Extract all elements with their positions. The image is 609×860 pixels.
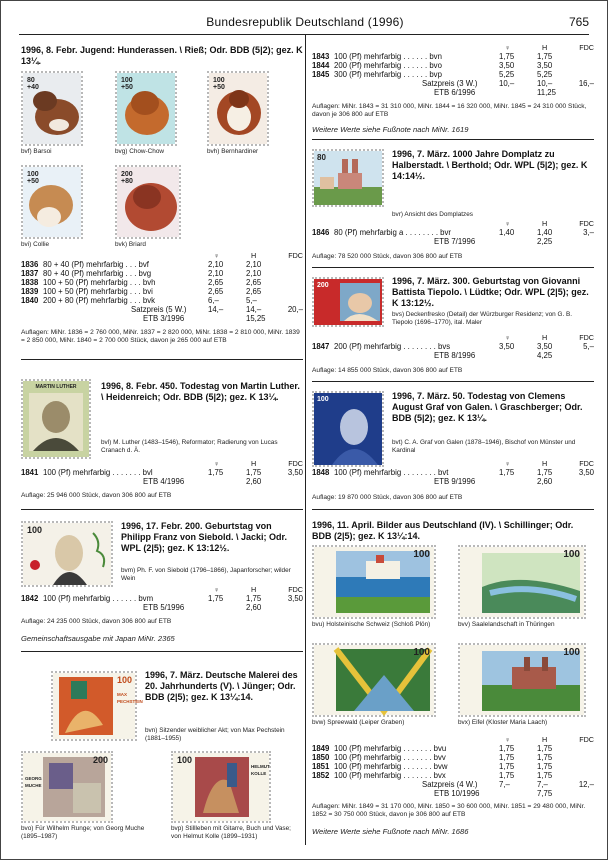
col-used: ♀	[214, 251, 220, 260]
edition-note: Auflage: 78 520 000 Stück, davon 306 800 auf ETB	[312, 253, 463, 260]
stamp-bvt: 100	[312, 391, 384, 467]
stamp-caption: bvm) Ph. F. von Siebold (1796–1866), Japanforscher; wilder Wein	[121, 567, 291, 582]
header-rule	[19, 34, 589, 35]
section-rule	[312, 267, 594, 268]
section-rule	[21, 359, 303, 360]
price-column-headers: ♀ H FDC	[505, 219, 594, 228]
page-title: Bundesrepublik Deutschland (1996)	[206, 15, 404, 29]
table-row: 1845 300 (Pf) mehrfarbig . . . . . . bvp 5,25 5,25	[312, 70, 553, 79]
section-heading-tiepolo: 1996, 7. März. 300. Geburtstag von Giovanni Battista Tiepolo. \ Lüdtke; Odr. WPL (2|5); gez. K 13:12½.	[392, 276, 589, 308]
stamp-caption: bvg) Chow-Chow	[115, 148, 165, 155]
stamp-caption: bvx) Eifel (Kloster Maria Laach)	[458, 719, 548, 726]
table-row: 1849 100 (Pf) mehrfarbig . . . . . . . bvu 1,75 1,75	[312, 744, 553, 753]
table-row: 1846 80 (Pf) mehrfarbig a . . . . . . . . bvr 1,40 1,40 3,–	[312, 228, 594, 237]
table-row: 1850 100 (Pf) mehrfarbig . . . . . . . bvv 1,75 1,75	[312, 753, 553, 762]
table-row: 1838 100 + 50 (Pf) mehrfarbig . . . bvh 2,65 2,65	[21, 278, 262, 287]
stamp-bvi: 100 +50	[21, 165, 83, 239]
section-heading-luther: 1996, 8. Febr. 450. Todestag von Martin Luther. \ Heidenreich; Odr. BDB (5|2); gez. K 13¼.	[101, 381, 300, 402]
stamp-bvr: 80	[312, 149, 384, 207]
table-row: 1841 100 (Pf) mehrfarbig . . . . . . . bvl 1,75 1,75 3,50	[21, 468, 303, 477]
footnote: Weitere Werte siehe Fußnote nach MiNr. 1686	[312, 827, 469, 836]
etb-row: ETB 10/1996 7,75	[434, 789, 553, 798]
stamp-bvu: 100	[312, 545, 436, 619]
edition-note: Auflagen: MiNr. 1843 = 31 310 000, MiNr. 1844 = 16 320 000, MiNr. 1845 = 24 310 000 Stück, davon je 306 800 auf ETB	[312, 103, 587, 118]
section-heading-landscapes: 1996, 11. April. Bilder aus Deutschland (IV). \ Schillinger; Odr. BDB (2|5); gez. K 13¼:14.	[312, 520, 574, 541]
table-row: 1842 100 (Pf) mehrfarbig . . . . . . bvm 1,75 1,75 3,50	[21, 594, 303, 603]
section-heading-dogs: 1996, 8. Febr. Jugend: Hunderassen. \ Rieß; Odr. BDB (5|2); gez. K 13¼.	[21, 45, 303, 66]
table-row: 1840 200 + 80 (Pf) mehrfarbig . . . bvk 6,– 5,–	[21, 296, 257, 305]
stamp-caption: bvo) Für Wilhelm Runge; von Georg Muche (1895–1987)	[21, 825, 145, 840]
table-row: 1847 200 (Pf) mehrfarbig . . . . . . . . bvs 3,50 3,50 5,–	[312, 342, 594, 351]
price-column-headers: ♀ H FDC	[505, 333, 594, 342]
stamp-bvf: 80 +40	[21, 71, 83, 146]
edition-note: Auflage: 24 235 000 Stück, davon 306 800 auf ETB	[21, 618, 172, 625]
stamp-bvm: 100	[21, 521, 113, 587]
page-header	[1, 15, 609, 35]
stamp-bvh: 100 +50	[207, 71, 269, 146]
stamp-bvk: 200 +80	[115, 165, 181, 239]
edition-note: Auflage: 14 855 000 Stück, davon 306 800 auf ETB	[312, 367, 463, 374]
col-fdc: FDC	[288, 251, 303, 260]
edition-note: Auflage: 25 946 000 Stück, davon 306 800 auf ETB	[21, 492, 172, 499]
etb-row: ETB 6/1996 11,25	[434, 88, 556, 97]
edition-note: Auflagen: MiNr. 1836 = 2 760 000, MiNr. 1837 = 2 820 000, MiNr. 1838 = 2 810 000, MiNr. 1839 = 2 850 000, MiNr. 1840 = 2 700 000 Stück, davon je 265 000 auf ETB	[21, 329, 300, 344]
table-row: 1848 100 (Pf) mehrfarbig . . . . . . . . bvt 1,75 1,75 3,50	[312, 468, 594, 477]
stamp-bvw: 100	[312, 643, 436, 717]
set-price-row: Satzpreis (4 W.) 7,– 7,– 12,–	[422, 780, 594, 789]
section-heading-painting: 1996, 7. März. Deutsche Malerei des 20. Jahrhunderts (V). \ Jünger; Odr. BDB (2|5); gez. K 13¼:14.	[145, 670, 298, 702]
price-column-headers: ♀ H FDC	[505, 43, 594, 52]
section-rule	[312, 139, 594, 140]
stamp-bvn: 100 MAX PECHSTEIN	[51, 671, 137, 741]
table-row: 1839 100 + 50 (Pf) mehrfarbig . . . bvi 2,65 2,65	[21, 287, 262, 296]
table-row: 1852 100 (Pf) mehrfarbig . . . . . . . bvx 1,75 1,75	[312, 771, 553, 780]
section-heading-halberstadt: 1996, 7. März. 1000 Jahre Domplatz zu Halberstadt. \ Berthold; Odr. WPL (5|2); gez. K 14:14½.	[392, 149, 588, 181]
section-rule	[21, 509, 303, 510]
stamp-bvs: 200	[312, 277, 384, 327]
stamp-caption: bvt) C. A. Graf von Galen (1878–1946), Bischof von Münster und Kardinal	[392, 439, 576, 454]
table-row: 1843 100 (Pf) mehrfarbig . . . . . . bvn 1,75 1,75	[312, 52, 553, 61]
stamp-caption: bvn) Sitzender weiblicher Akt; von Max Pechstein (1881–1955)	[145, 727, 285, 742]
set-price-row: Satzpreis (5 W.) 14,– 14,– 20,–	[131, 305, 303, 314]
price-column-headers: ♀ H FDC	[214, 585, 303, 594]
stamp-bvg: 100 +50	[115, 71, 177, 146]
price-column-headers: ♀ H FDC	[505, 459, 594, 468]
table-row: 1837 80 + 40 (Pf) mehrfarbig . . . bvg 2,10 2,10	[21, 269, 262, 278]
etb-row: ETB 7/1996 2,25	[434, 237, 553, 246]
stamp-bvo: 200 GEORG MUCHE	[21, 751, 113, 823]
section-rule	[312, 381, 594, 382]
stamp-caption: bvl) M. Luther (1483–1546), Reformator; Radierung von Lucas Cranach d. Ä.	[101, 439, 278, 454]
stamp-bvp: HELMUT KOLLE 100	[171, 751, 271, 823]
section-heading-galen: 1996, 7. März. 50. Todestag von Clemens August Graf von Galen. \ Graschberger; Odr. BDB (5|2); gez. K 13¼.	[392, 391, 583, 423]
col-h: H	[251, 251, 257, 260]
etb-row: ETB 4/1996 2,60	[143, 477, 262, 486]
stamp-caption: bvh) Bernhardiner	[207, 148, 259, 155]
price-column-headers: ♀ H FDC	[214, 459, 303, 468]
footnote: Gemeinschaftsausgabe mit Japan MiNr. 2365	[21, 634, 175, 643]
stamp-bvv: 100	[458, 545, 586, 619]
stamp-caption: bvi) Collie	[21, 241, 50, 248]
stamp-caption: bvs) Deckenfresko (Detail) der Würzburger Residenz; von G. B. Tiepolo (1696–1770), ital. Maler	[392, 311, 573, 326]
etb-row: ETB 5/1996 2,60	[143, 603, 262, 612]
etb-row: ETB 9/1996 2,60	[434, 477, 553, 486]
edition-note: Auflagen: MiNr. 1849 = 31 170 000, MiNr. 1850 = 30 600 000, MiNr. 1851 = 29 480 000, MiNr. 1852 = 30 750 000 Stück, davon je 306 800 auf ETB	[312, 803, 586, 818]
table-row: 1836 80 + 40 (Pf) mehrfarbig . . . bvf 2,10 2,10	[21, 260, 262, 269]
etb-row: ETB 3/1996 15,25	[143, 314, 266, 323]
section-rule	[21, 651, 303, 652]
stamp-caption: bvp) Stillleben mit Gitarre, Buch und Vase; von Helmut Kolle (1899–1931)	[171, 825, 291, 840]
stamp-caption: bvw) Spreewald (Leiper Graben)	[312, 719, 405, 726]
price-column-headers: ♀ H FDC	[505, 735, 594, 744]
stamp-caption: bvk) Briard	[115, 241, 146, 248]
section-rule	[312, 509, 594, 510]
stamp-caption: bvv) Saalelandschaft in Thüringen	[458, 621, 555, 628]
section-heading-siebold: 1996, 17. Febr. 200. Geburtstag von Philipp Franz von Siebold. \ Jacki; Odr. WPL (2|5); gez. K 13:12½.	[121, 521, 288, 553]
page-number: 765	[568, 15, 589, 29]
column-divider	[305, 35, 306, 845]
stamp-caption: bvu) Holsteinische Schweiz (Schloß Plön)	[312, 621, 431, 628]
table-row: 1851 100 (Pf) mehrfarbig . . . . . . . bvw 1,75 1,75	[312, 762, 553, 771]
stamp-bvl: MARTIN LUTHER	[21, 379, 91, 459]
stamp-bvx: 100	[458, 643, 586, 717]
stamp-caption: bvf) Barsoi	[21, 148, 52, 155]
price-column-headers	[21, 251, 303, 260]
set-price-row: Satzpreis (3 W.) 10,– 10,– 16,–	[422, 79, 594, 88]
edition-note: Auflage: 19 870 000 Stück, davon 306 800 auf ETB	[312, 494, 463, 501]
etb-row: ETB 8/1996 4,25	[434, 351, 553, 360]
stamp-caption: bvr) Ansicht des Domplatzes	[392, 211, 473, 218]
footnote: Weitere Werte siehe Fußnote nach MiNr. 1619	[312, 125, 469, 134]
table-row: 1844 200 (Pf) mehrfarbig . . . . . . bvo 3,50 3,50	[312, 61, 553, 70]
